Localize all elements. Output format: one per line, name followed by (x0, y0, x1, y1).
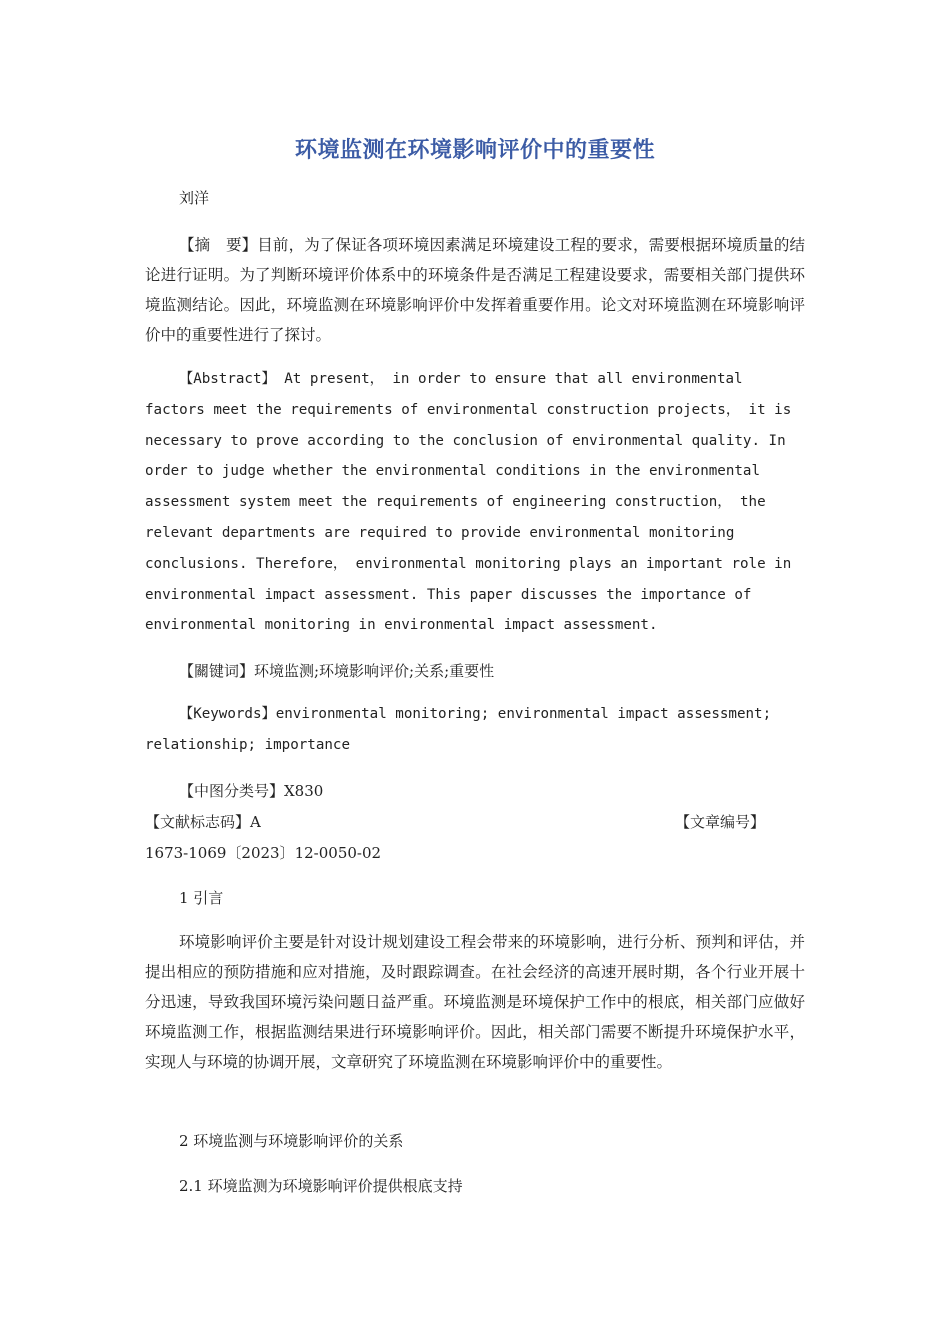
clc-number: 【中图分类号】X830 (179, 782, 324, 800)
article-number: 1673-1069〔2023〕12-0050-02 (145, 844, 382, 862)
abstract-english: 【Abstract】 At present， in order to ensure that all environmental factors meet the requirements of environmental construction projects， it is necessary to prove according to the conclusion of environmental quality. In order to judge whether the environmental conditions in the environmental assessment system meet the requirements of engineering construction， the relevant departments are required to provide environmental monitoring conclusions. Therefore， environmental monitoring plays an important role in environmental impact assessment. This paper discusses the importance of environmental monitoring in environmental impact assessment. (145, 371, 792, 634)
article-number-label: 【文章编号】 (675, 813, 766, 831)
author: 刘洋 (179, 189, 210, 207)
paper-title: 环境监测在环境影响评价中的重要性 (294, 138, 655, 163)
section-1-body: 环境影响评价主要是针对设计规划建设工程会带来的环境影响，进行分析、预判和评估，并提出相应的预防措施和应对措施，及时跟踪调查。在社会经济的高速开展时期，各个行业开展十分迅速，导致我国环境污染问题日益严重。环境监测是环境保护工作中的根底，相关部门应做好环境监测工作，根据监测结果进行环境影响评价。因此，相关部门需要不断提升环境保护水平，实现人与环境的协调开展，文章研究了环境监测在环境影响评价中的重要性。 (145, 933, 805, 1071)
keywords-chinese: 【關键词】环境监测;环境影响评价;关系;重要性 (179, 662, 495, 680)
section-1-heading: 1 引言 (179, 889, 224, 907)
document-code: 【文献标志码】A (145, 813, 261, 831)
section-2-heading: 2 环境监测与环境影响评价的关系 (179, 1132, 404, 1150)
abstract-chinese: 【摘 要】目前，为了保证各项环境因素满足环境建设工程的要求，需要根据环境质量的结论进行证明。为了判断环境评价体系中的环境条件是否满足工程建设要求，需要相关部门提供环境监测结论。因此，环境监测在环境影响评价中发挥着重要作用。论文对环境监测在环境影响评价中的重要性进行了探讨。 (145, 236, 805, 344)
keywords-english: 【Keywords】environmental monitoring; environmental impact assessment; relationship; importance (145, 706, 772, 753)
section-2-1-heading: 2.1 环境监测为环境影响评价提供根底支持 (179, 1177, 463, 1195)
